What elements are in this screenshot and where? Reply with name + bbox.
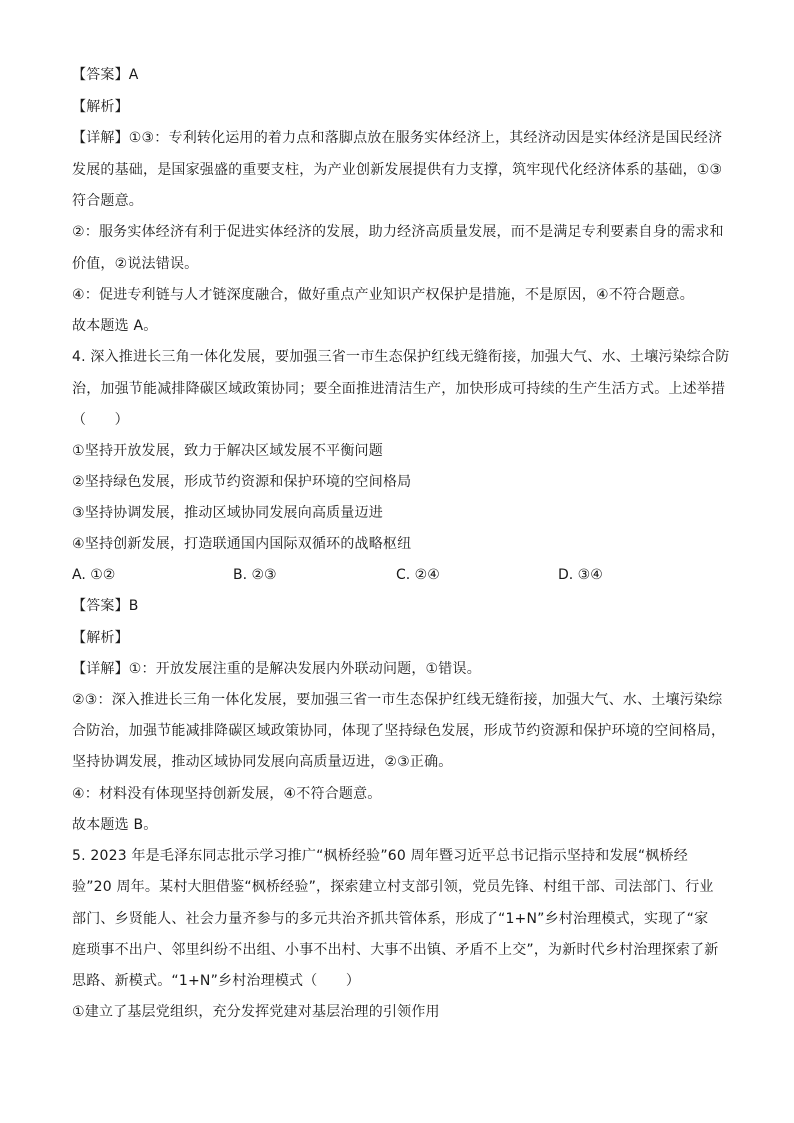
analysis-label: 【解析】 — [72, 630, 129, 646]
conclusion-line: 故本题选 A。 — [72, 318, 158, 334]
detail-line: ②：服务实体经济有利于促进实体经济的发展，助力经济高质量发展，而不是满足专利要素自身的需求和 — [72, 224, 724, 240]
answer-label: 【答案】B — [72, 598, 139, 614]
question-5-stem: 5. 2023 年是毛泽东同志批示学习推广“枫桥经验”60 周年暨习近平总书记指示坚持和发展“枫桥经 — [72, 848, 688, 864]
conclusion-line: 故本题选 B。 — [72, 817, 158, 833]
question-4-stem: 治，加强节能减排降碳区域政策协同；要全面推进清洁生产，加快形成可持续的生产生活方式。上述举措 — [72, 381, 726, 397]
question-4-item: ④坚持创新发展，打造联通国内国际双循环的战略枢纽 — [72, 536, 412, 552]
option-a: A. ①② — [72, 567, 116, 583]
question-5-item: ①建立了基层党组织，充分发挥党建对基层治理的引领作用 — [72, 1004, 440, 1020]
option-b: B. ②③ — [233, 567, 277, 583]
detail-line: ④：材料没有体现坚持创新发展，④不符合题意。 — [72, 786, 382, 802]
question-4-stem: 4. 深入推进长三角一体化发展，要加强三省一市生态保护红线无缝衔接，加强大气、水、土壤污染综合防 — [72, 349, 730, 365]
question-4-item: ③坚持协调发展，推动区域协同发展向高质量迈进 — [72, 505, 383, 521]
detail-line: 合防治，加强节能减排降碳区域政策协同，体现了坚持绿色发展，形成节约资源和保护环境的空间格局， — [72, 723, 726, 739]
detail-line: 符合题意。 — [72, 193, 143, 209]
detail-line: 【详解】①③：专利转化运用的着力点和落脚点放在服务实体经济上，其经济动因是实体经济是国民经济 — [72, 130, 723, 146]
analysis-label: 【解析】 — [72, 99, 129, 115]
detail-line: ②③：深入推进长三角一体化发展，要加强三省一市生态保护红线无缝衔接，加强大气、水、土壤污染综 — [72, 692, 723, 708]
question-5-stem: 验”20 周年。某村大胆借鉴“枫桥经验”，探索建立村支部引领，党员先锋、村组干部、司法部门、行业 — [72, 879, 714, 895]
question-5-stem: 思路、新模式。“1+N”乡村治理模式（ ） — [72, 973, 361, 989]
detail-line: 【详解】①：开放发展注重的是解决发展内外联动问题，①错误。 — [72, 661, 481, 677]
question-4-item: ②坚持绿色发展，形成节约资源和保护环境的空间格局 — [72, 474, 412, 490]
answer-label: 【答案】A — [72, 67, 139, 83]
option-d: D. ③④ — [558, 567, 603, 583]
question-4-stem: （ ） — [72, 412, 129, 428]
option-c: C. ②④ — [396, 567, 440, 583]
question-5-stem: 部门、乡贤能人、社会力量齐参与的多元共治齐抓共管体系，形成了“1+N”乡村治理模式，实现了“家 — [72, 911, 709, 927]
question-4-item: ①坚持开放发展，致力于解决区域发展不平衡问题 — [72, 443, 383, 459]
question-5-stem: 庭琐事不出户、邻里纠纷不出组、小事不出村、大事不出镇、矛盾不上交”，为新时代乡村治理探索了新 — [72, 942, 719, 958]
detail-line: ④：促进专利链与人才链深度融合，做好重点产业知识产权保护是措施，不是原因，④不符合题意。 — [72, 287, 694, 303]
detail-line: 发展的基础，是国家强盛的重要支柱，为产业创新发展提供有力支撑，筑牢现代化经济体系的基础，①③ — [72, 162, 723, 178]
detail-line: 价值，②说法错误。 — [72, 256, 199, 272]
detail-line: 坚持协调发展，推动区域协同发展向高质量迈进，②③正确。 — [72, 754, 453, 770]
